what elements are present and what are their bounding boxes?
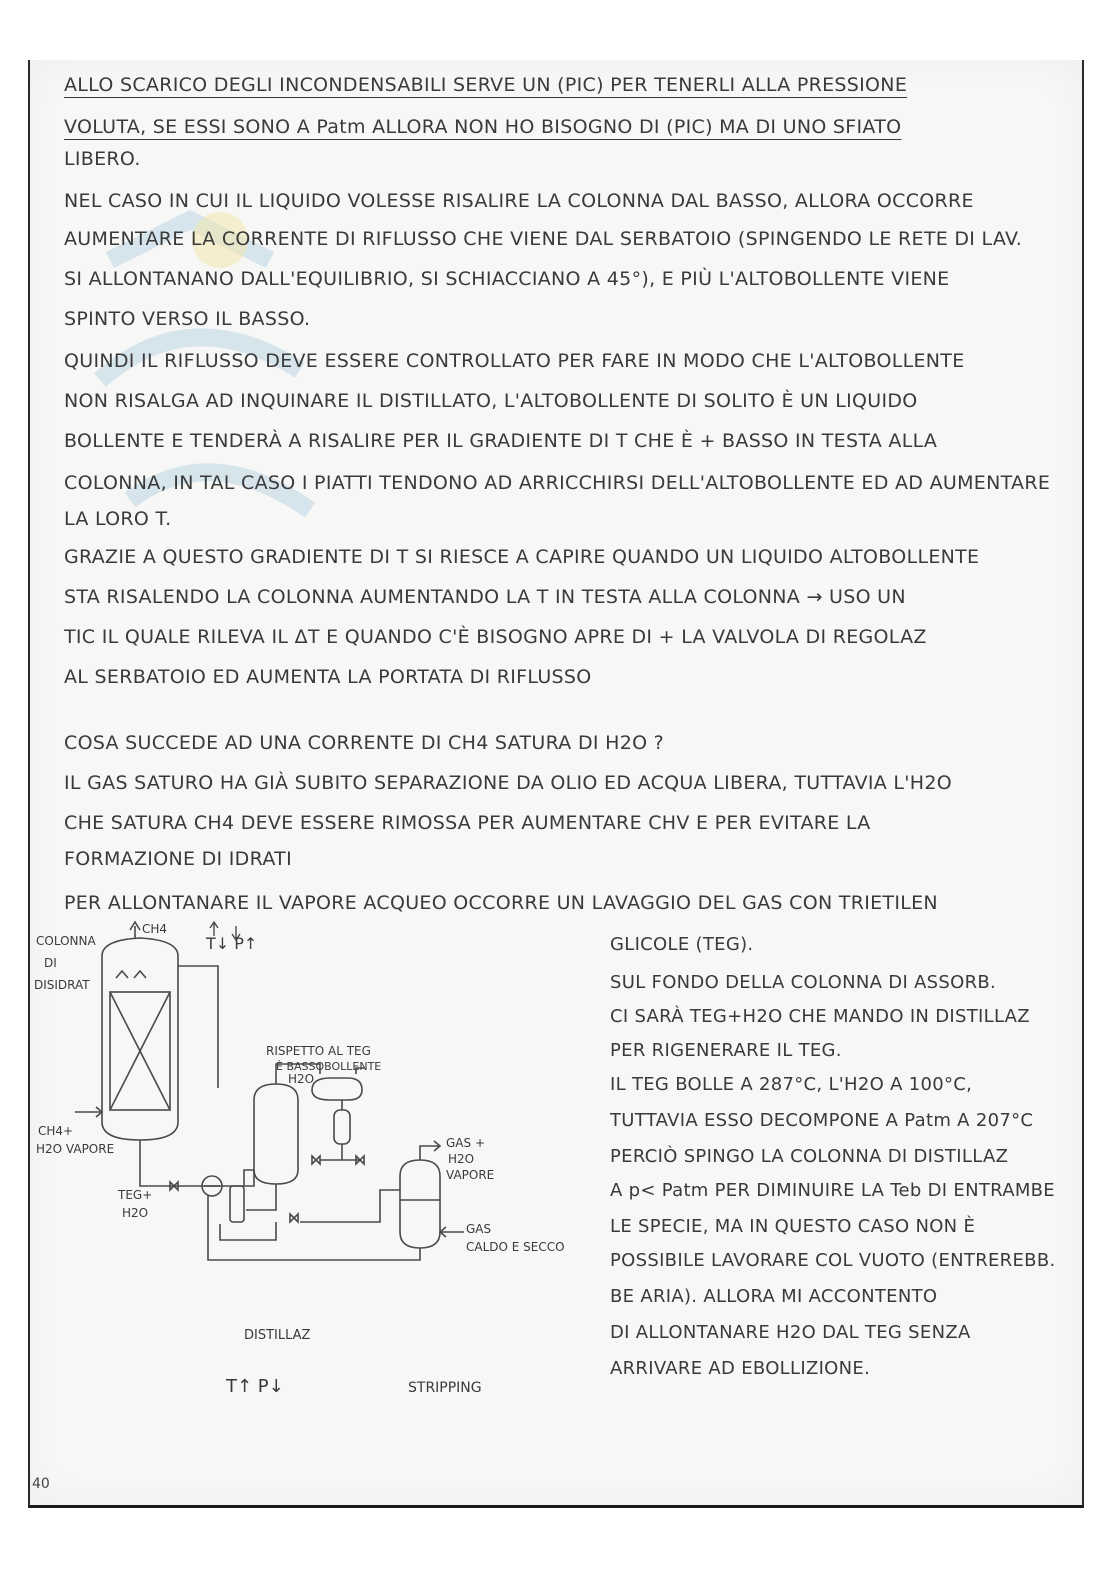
page-number: 40 — [32, 1476, 50, 1492]
label-gas-out: GAS + — [446, 1136, 485, 1150]
text-line-7: SPINTO VERSO IL BASSO. — [64, 308, 311, 330]
label-gas-in-2: CALDO E SECCO — [466, 1240, 565, 1254]
text-line-20: FORMAZIONE DI IDRATI — [64, 848, 292, 870]
reboiler — [230, 1186, 244, 1222]
note-line-12: DI ALLONTANARE H2O DAL TEG SENZA — [610, 1322, 971, 1343]
text-line-2: VOLUTA, SE ESSI SONO A Patm ALLORA NON HO BISOGNO DI (PIC) MA DI UNO SFIATO — [64, 116, 902, 138]
label-gas-out-2: H2O — [448, 1152, 475, 1166]
note-line-6: TUTTAVIA ESSO DECOMPONE A Patm A 207°C — [610, 1110, 1034, 1131]
note-line-2: SUL FONDO DELLA COLONNA DI ASSORB. — [610, 972, 997, 993]
text-line-10: BOLLENTE E TENDERÀ A RISALIRE PER IL GRADIENTE DI T CHE È + BASSO IN TESTA ALLA — [64, 430, 938, 452]
label-gas-in: GAS — [466, 1222, 492, 1236]
note-line-10: POSSIBILE LAVORARE COL VUOTO (ENTREREBB. — [610, 1250, 1056, 1271]
note-line-8: A p< Patm PER DIMINUIRE LA Teb DI ENTRAMBE — [610, 1180, 1055, 1201]
note-line-13: ARRIVARE AD EBOLLIZIONE. — [610, 1358, 871, 1379]
note-line-11: BE ARIA). ALLORA MI ACCONTENTO — [610, 1286, 938, 1307]
label-stripping: STRIPPING — [408, 1380, 482, 1396]
label-distillaz: DISTILLAZ — [244, 1328, 311, 1343]
text-line-16: AL SERBATOIO ED AUMENTA LA PORTATA DI RIFLUSSO — [64, 666, 592, 688]
note-line-5: IL TEG BOLLE A 287°C, L'H2O A 100°C, — [610, 1074, 973, 1095]
label-t-p-bottom: T↑ P↓ — [226, 1376, 284, 1397]
stripping-column — [400, 1160, 440, 1248]
label-gas-out-3: VAPORE — [446, 1168, 495, 1182]
condenser — [312, 1078, 362, 1100]
text-line-14: STA RISALENDO LA COLONNA AUMENTANDO LA T IN TESTA ALLA COLONNA → USO UN — [64, 586, 906, 608]
reflux-drum — [334, 1110, 350, 1144]
label-h2o-vapore: H2O VAPORE — [36, 1142, 115, 1156]
text-line-4: NEL CASO IN CUI IL LIQUIDO VOLESSE RISALIRE LA COLONNA DAL BASSO, ALLORA OCCORRE — [64, 190, 974, 212]
text-line-1: ALLO SCARICO DEGLI INCONDENSABILI SERVE UN (PIC) PER TENERLI ALLA PRESSIONE — [64, 74, 908, 96]
label-di: DI — [44, 956, 57, 970]
label-rispetto: RISPETTO AL TEG — [266, 1044, 371, 1058]
note-line-1: GLICOLE (TEG). — [610, 934, 754, 955]
label-disidrat: DISIDRAT — [34, 978, 90, 992]
text-line-12: LA LORO T. — [64, 508, 172, 530]
label-basso-bollente: È BASSOBOLLENTE — [276, 1060, 382, 1073]
text-line-17: COSA SUCCEDE AD UNA CORRENTE DI CH4 SATURA DI H2O ? — [64, 732, 665, 754]
notebook-page — [28, 60, 1084, 1508]
text-line-5: AUMENTARE LA CORRENTE DI RIFLUSSO CHE VIENE DAL SERBATOIO (SPINGENDO LE RETE DI LAV. — [64, 228, 1023, 250]
label-ch4-out: CH4 — [142, 922, 168, 936]
note-line-7: PERCIÒ SPINGO LA COLONNA DI DISTILLAZ — [610, 1146, 1009, 1167]
note-line-9: LE SPECIE, MA IN QUESTO CASO NON È — [610, 1216, 976, 1237]
text-line-3: LIBERO. — [64, 148, 141, 170]
text-line-15: TIC IL QUALE RILEVA IL ΔT E QUANDO C'È BISOGNO APRE DI + LA VALVOLA DI REGOLAZ — [64, 626, 927, 648]
text-line-11: COLONNA, IN TAL CASO I PIATTI TENDONO AD ARRICCHIRSI DELL'ALTOBOLLENTE ED AD AUMENTARE — [64, 472, 1051, 494]
label-h2o-top: H2O — [288, 1072, 315, 1086]
text-line-21: PER ALLONTANARE IL VAPORE ACQUEO OCCORRE UN LAVAGGIO DEL GAS CON TRIETILEN — [64, 892, 938, 914]
text-line-6: SI ALLONTANANO DALL'EQUILIBRIO, SI SCHIACCIANO A 45°), E PIÙ L'ALTOBOLLENTE VIENE — [64, 268, 950, 290]
label-teg-h2o-2: H2O — [122, 1206, 149, 1220]
text-line-18: IL GAS SATURO HA GIÀ SUBITO SEPARAZIONE DA OLIO ED ACQUA LIBERA, TUTTAVIA L'H2O — [64, 772, 953, 794]
label-t-p-top: T↓ P↑ — [206, 934, 258, 953]
label-colonna: COLONNA — [36, 934, 96, 948]
label-ch4-in: CH4+ — [38, 1124, 74, 1138]
note-line-3: CI SARÀ TEG+H2O CHE MANDO IN DISTILLAZ — [610, 1006, 1030, 1027]
text-line-9: NON RISALGA AD INQUINARE IL DISTILLATO, L'ALTOBOLLENTE DI SOLITO È UN LIQUIDO — [64, 390, 918, 412]
note-line-4: PER RIGENERARE IL TEG. — [610, 1040, 842, 1061]
dehydration-process-diagram — [30, 60, 590, 1505]
label-teg-h2o: TEG+ — [118, 1188, 153, 1202]
distillation-column — [254, 1084, 298, 1184]
text-line-19: CHE SATURA CH4 DEVE ESSERE RIMOSSA PER AUMENTARE CHV E PER EVITARE LA — [64, 812, 871, 834]
text-line-8: QUINDI IL RIFLUSSO DEVE ESSERE CONTROLLATO PER FARE IN MODO CHE L'ALTOBOLLENTE — [64, 350, 965, 372]
text-line-13: GRAZIE A QUESTO GRADIENTE DI T SI RIESCE A CAPIRE QUANDO UN LIQUIDO ALTOBOLLENTE — [64, 546, 980, 568]
